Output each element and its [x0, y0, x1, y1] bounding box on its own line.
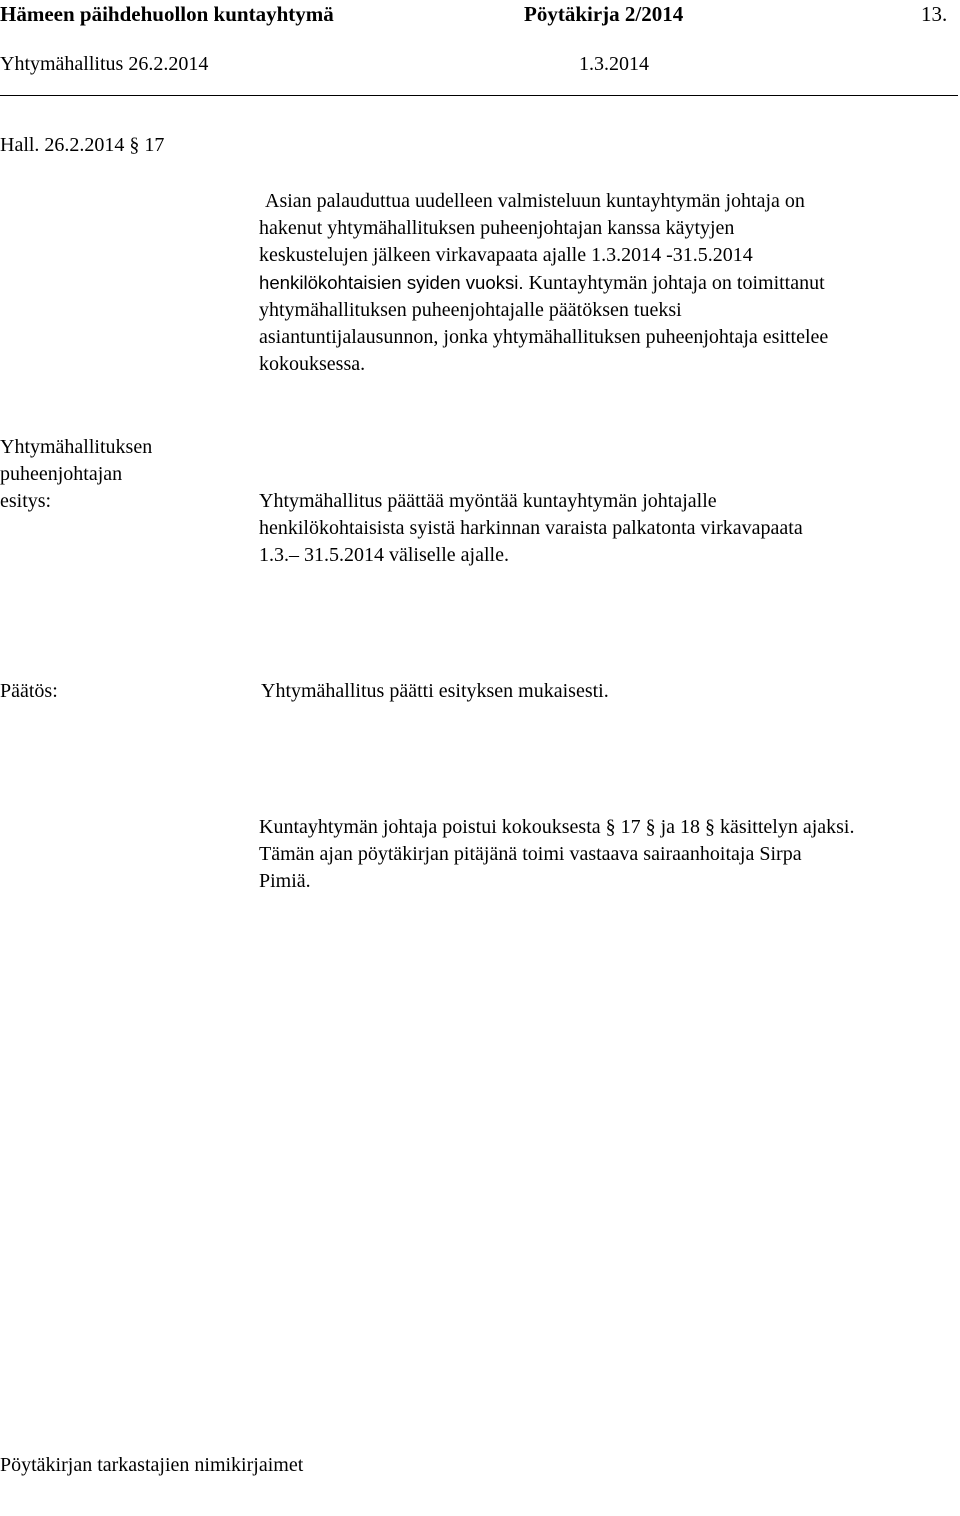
document-title: Pöytäkirja 2/2014: [524, 2, 684, 26]
proposal-label-line: puheenjohtajan: [0, 463, 123, 485]
note-line: Pimiä.: [259, 870, 311, 892]
proposal-text: [259, 488, 803, 569]
intro-line-sans-part: henkilökohtaisien syiden vuoksi.: [259, 272, 524, 293]
intro-line: asiantuntijalausunnon, jonka yhtymähallituksen puheenjohtaja esittelee: [259, 326, 829, 348]
intro-line: yhtymähallituksen puheenjohtajalle päätöksen tueksi: [259, 299, 682, 321]
meeting-name: Yhtymähallitus 26.2.2014: [0, 53, 209, 75]
proposal-line: Yhtymähallitus päättää myöntää kuntayhtymän johtajalle: [259, 490, 717, 512]
header-divider: [0, 95, 958, 96]
note-line: Kuntayhtymän johtaja poistui kokouksesta § 17 § ja 18 § käsittelyn ajaksi.: [259, 816, 855, 838]
decision-text: Yhtymähallitus päätti esityksen mukaisesti.: [261, 680, 609, 702]
intro-line: kokouksessa.: [259, 353, 366, 375]
proposal-line: henkilökohtaisista syistä harkinnan varaista palkatonta virkavapaata: [259, 517, 803, 539]
proposal-label-line: Yhtymähallituksen: [0, 436, 153, 458]
intro-line: [259, 269, 828, 297]
organization-name: Hämeen päihdehuollon kuntayhtymä: [0, 2, 334, 26]
note-line: Tämän ajan pöytäkirjan pitäjänä toimi vastaava sairaanhoitaja Sirpa: [259, 843, 802, 865]
intro-paragraph: [259, 188, 828, 378]
proposal-line: 1.3.– 31.5.2014 väliselle ajalle.: [259, 544, 509, 566]
proposal-label-line: esitys:: [0, 490, 52, 512]
intro-line: Asian palauduttua uudelleen valmisteluun kuntayhtymän johtaja on: [265, 190, 805, 212]
intro-line: hakenut yhtymähallituksen puheenjohtajan kanssa käytyjen: [259, 217, 735, 239]
section-reference: Hall. 26.2.2014 § 17: [0, 134, 165, 156]
note-paragraph: [259, 814, 854, 895]
intro-line: keskustelujen jälkeen virkavapaata ajalle 1.3.2014 -31.5.2014: [259, 244, 753, 266]
decision-label: Päätös:: [0, 680, 58, 702]
intro-line-serif-part: Kuntayhtymän johtaja on toimittanut: [523, 272, 825, 294]
page-number: 13.: [921, 2, 948, 26]
proposal-label: [0, 434, 152, 515]
signature-footer: Pöytäkirjan tarkastajien nimikirjaimet: [0, 1454, 304, 1476]
meeting-date: 1.3.2014: [579, 53, 649, 75]
